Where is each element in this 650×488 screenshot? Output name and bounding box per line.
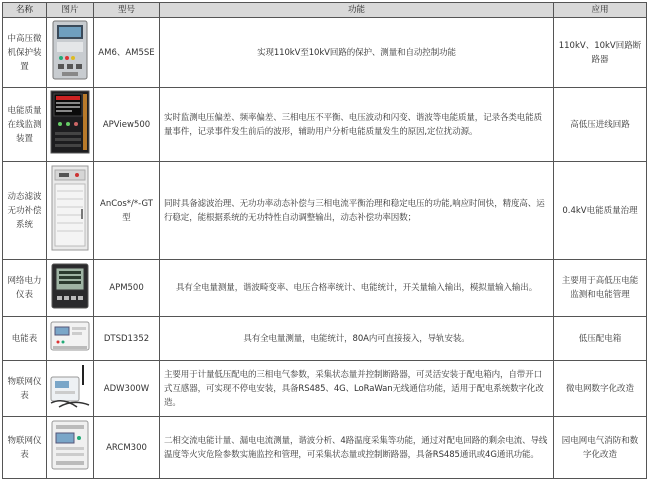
table-row (3, 417, 647, 479)
row-function: 具有全电量测量，电能统计，80A内可直接接入，导轨安装。 (160, 317, 554, 361)
row-application: 园电网电气消防和数字化改造 (554, 417, 647, 479)
header-application: 应用 (554, 3, 647, 18)
filter-cabinet-icon (51, 165, 89, 251)
table-row (3, 162, 647, 260)
iot-meter-icon (50, 419, 90, 471)
power-quality-device-icon (50, 90, 90, 154)
row-application: 0.4kV电能质量治理 (554, 162, 647, 260)
row-model: APM500 (94, 260, 160, 317)
row-application: 高低压进线回路 (554, 88, 647, 162)
row-picture (47, 417, 94, 479)
table-row (3, 18, 647, 88)
din-meter-icon (50, 319, 90, 353)
header-function: 功能 (160, 3, 554, 18)
row-picture (47, 88, 94, 162)
row-name: 网络电力仪表 (3, 260, 47, 317)
product-table (2, 2, 647, 479)
row-picture (47, 162, 94, 260)
row-name: 动态滤波无功补偿系统 (3, 162, 47, 260)
row-function: 实现110kV至10kV回路的保护、测量和自动控制功能 (160, 18, 554, 88)
row-function: 二相交流电能计量、漏电电流测量，谐波分析、4路温度采集等功能，通过对配电回路的剩余电流、导线温度等火灾危险参数实施监控和管理，可采集状态量或控制断路器，具备RS485通讯或4G通讯功能。 (160, 417, 554, 479)
row-application: 低压配电箱 (554, 317, 647, 361)
panel-meter-icon (51, 263, 89, 309)
row-model: DTSD1352 (94, 317, 160, 361)
row-name: 电能表 (3, 317, 47, 361)
row-name: 物联网仪表 (3, 417, 47, 479)
row-picture (47, 18, 94, 88)
row-picture (47, 260, 94, 317)
relay-device-icon (52, 20, 88, 80)
table-row (3, 88, 647, 162)
table-row (3, 260, 647, 317)
header-picture: 图片 (47, 3, 94, 18)
row-picture (47, 361, 94, 417)
iot-meter-antenna-icon (49, 363, 91, 409)
row-picture (47, 317, 94, 361)
row-model: AM6、AM5SE (94, 18, 160, 88)
header-name: 名称 (3, 3, 47, 18)
table-header-row (3, 3, 647, 18)
row-function: 具有全电量测量，谐波畸变率、电压合格率统计、电能统计，开关量输入输出，模拟量输入输出。 (160, 260, 554, 317)
row-model: APView500 (94, 88, 160, 162)
row-function: 同时具备滤波治理、无功功率动态补偿与三相电流平衡治理和稳定电压的功能,响应时间快，精度高、运行稳定，能根据系统的无功特性自动调整输出，动态补偿功率因数； (160, 162, 554, 260)
table-row (3, 317, 647, 361)
row-application: 主要用于高低压电能监测和电能管理 (554, 260, 647, 317)
row-model: ADW300W (94, 361, 160, 417)
row-model: ARCM300 (94, 417, 160, 479)
row-name: 物联网仪表 (3, 361, 47, 417)
table-row (3, 361, 647, 417)
row-function: 实时监测电压偏差、频率偏差、三相电压不平衡、电压波动和闪变、谐波等电能质量，记录各类电能质量事件，记录事件发生前后的波形，辅助用户分析电能质量发生的原因,定位扰动源。 (160, 88, 554, 162)
header-model: 型号 (94, 3, 160, 18)
row-application: 110kV、10kV回路断路器 (554, 18, 647, 88)
row-name: 电能质量在线监测装置 (3, 88, 47, 162)
row-function: 主要用于计量低压配电的三相电气参数，采集状态量并控制断路器，可灵活安装于配电箱内，自带开口式互感器，可实现不停电安装，具备RS485、4G、LoRaWan无线通信功能，适用于配电系统数字化改造。 (160, 361, 554, 417)
row-application: 微电网数字化改造 (554, 361, 647, 417)
row-model: AnCos*/*-GT型 (94, 162, 160, 260)
row-name: 中高压微机保护装置 (3, 18, 47, 88)
